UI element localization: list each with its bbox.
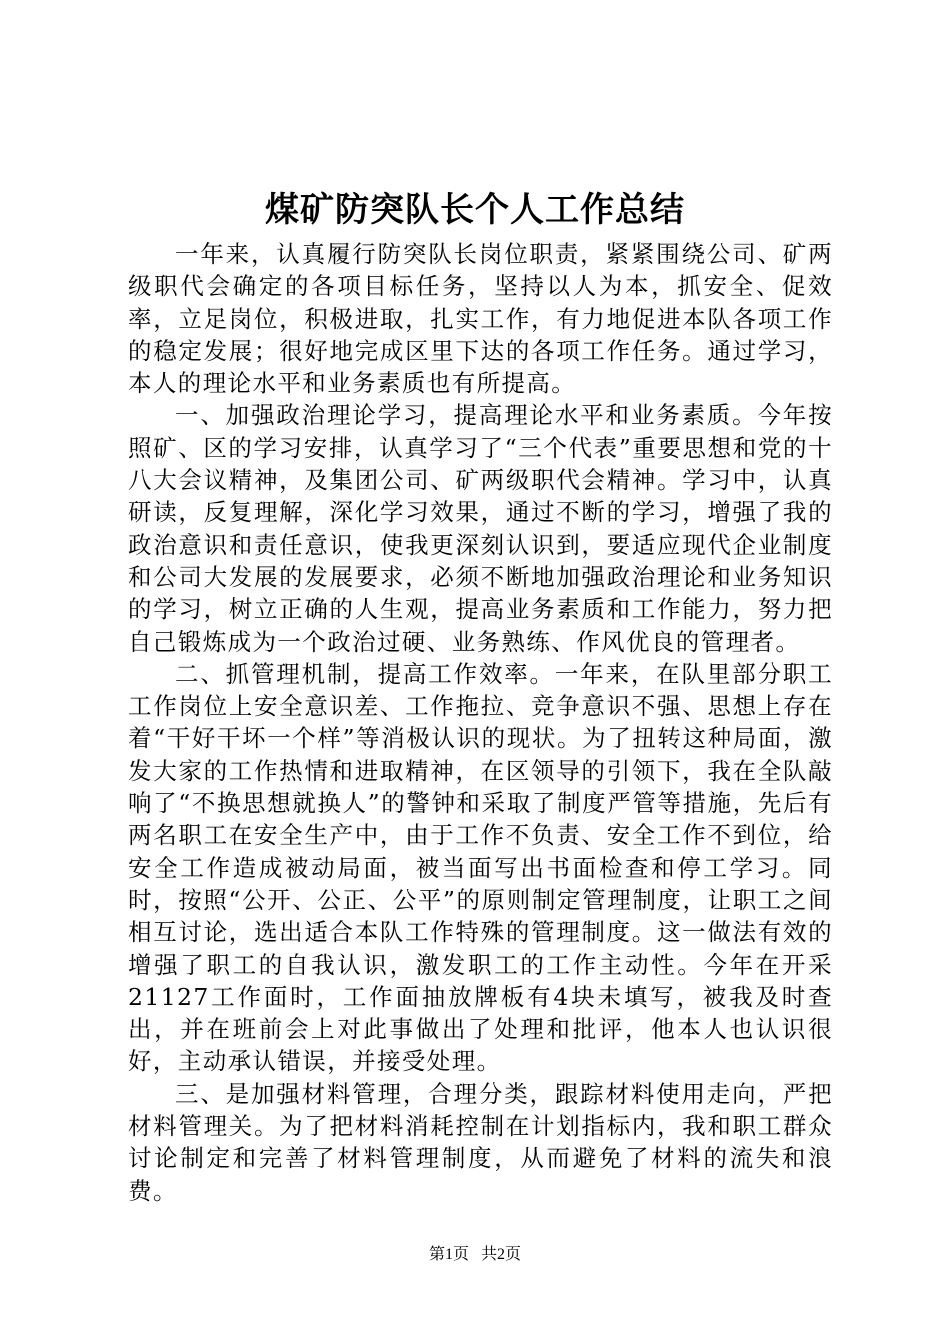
paragraph-intro: 一年来，认真履行防突队长岗位职责，紧紧围绕公司、矿两级职代会确定的各项目标任务，坚持以人为本，抓安全、促效率，立足岗位，积极进取，扎实工作，有力地促进本队各项工作的稳定发展；很好地完成区里下达的各项工作任务。通过学习，本人的理论水平和业务素质也有所提高。 <box>128 240 833 398</box>
page-total: 共2页 <box>481 1246 522 1263</box>
page-number: 第1页 <box>428 1246 469 1263</box>
paragraph-section-3: 三、是加强材料管理，合理分类，跟踪材料使用走向，严把材料管理关。为了把材料消耗控制在计划指标内，我和职工群众讨论制定和完善了材料管理制度，从而避免了材料的流失和浪费。 <box>128 1079 833 1205</box>
document-title: 煤矿防突队长个人工作总结 <box>265 190 685 230</box>
document-body <box>128 238 833 1207</box>
paragraph-section-2: 二、抓管理机制，提高工作效率。一年来，在队里部分职工工作岗位上安全意识差、工作拖拉、竞争意识不强、思想上存在着“干好干坏一个样”等消极认识的现状。为了扭转这种局面，激发大家的工作热情和进取精神，在区领导的引领下，我在全队敲响了“不换思想就换人”的警钟和采取了制度严管等措施，先后有两名职工在安全生产中，由于工作不负责、安全工作不到位，给安全工作造成被动局面，被当面写出书面检查和停工学习。同时，按照“公开、公正、公平”的原则制定管理制度，让职工之间相互讨论，选出适合本队工作特殊的管理制度。这一做法有效的增强了职工的自我认识，激发职工的工作主动性。今年在开采21127工作面时，工作面抽放牌板有4块未填写，被我及时查出，并在班前会上对此事做出了处理和批评，他本人也认识很好，主动承认错误，并接受处理。 <box>128 659 833 1076</box>
page-footer <box>0 1244 950 1266</box>
paragraph-section-1: 一、加强政治理论学习，提高理论水平和业务素质。今年按照矿、区的学习安排，认真学习了“三个代表”重要思想和党的十八大会议精神，及集团公司、矿两级职代会精神。学习中，认真研读，反复理解，深化学习效果，通过不断的学习，增强了我的政治意识和责任意识，使我更深刻认识到，要适应现代企业制度和公司大发展的发展要求，必须不断地加强政治理论和业务知识的学习，树立正确的人生观，提高业务素质和工作能力，努力把自己锻炼成为一个政治过硬、业务熟练、作风优良的管理者。 <box>128 401 833 656</box>
